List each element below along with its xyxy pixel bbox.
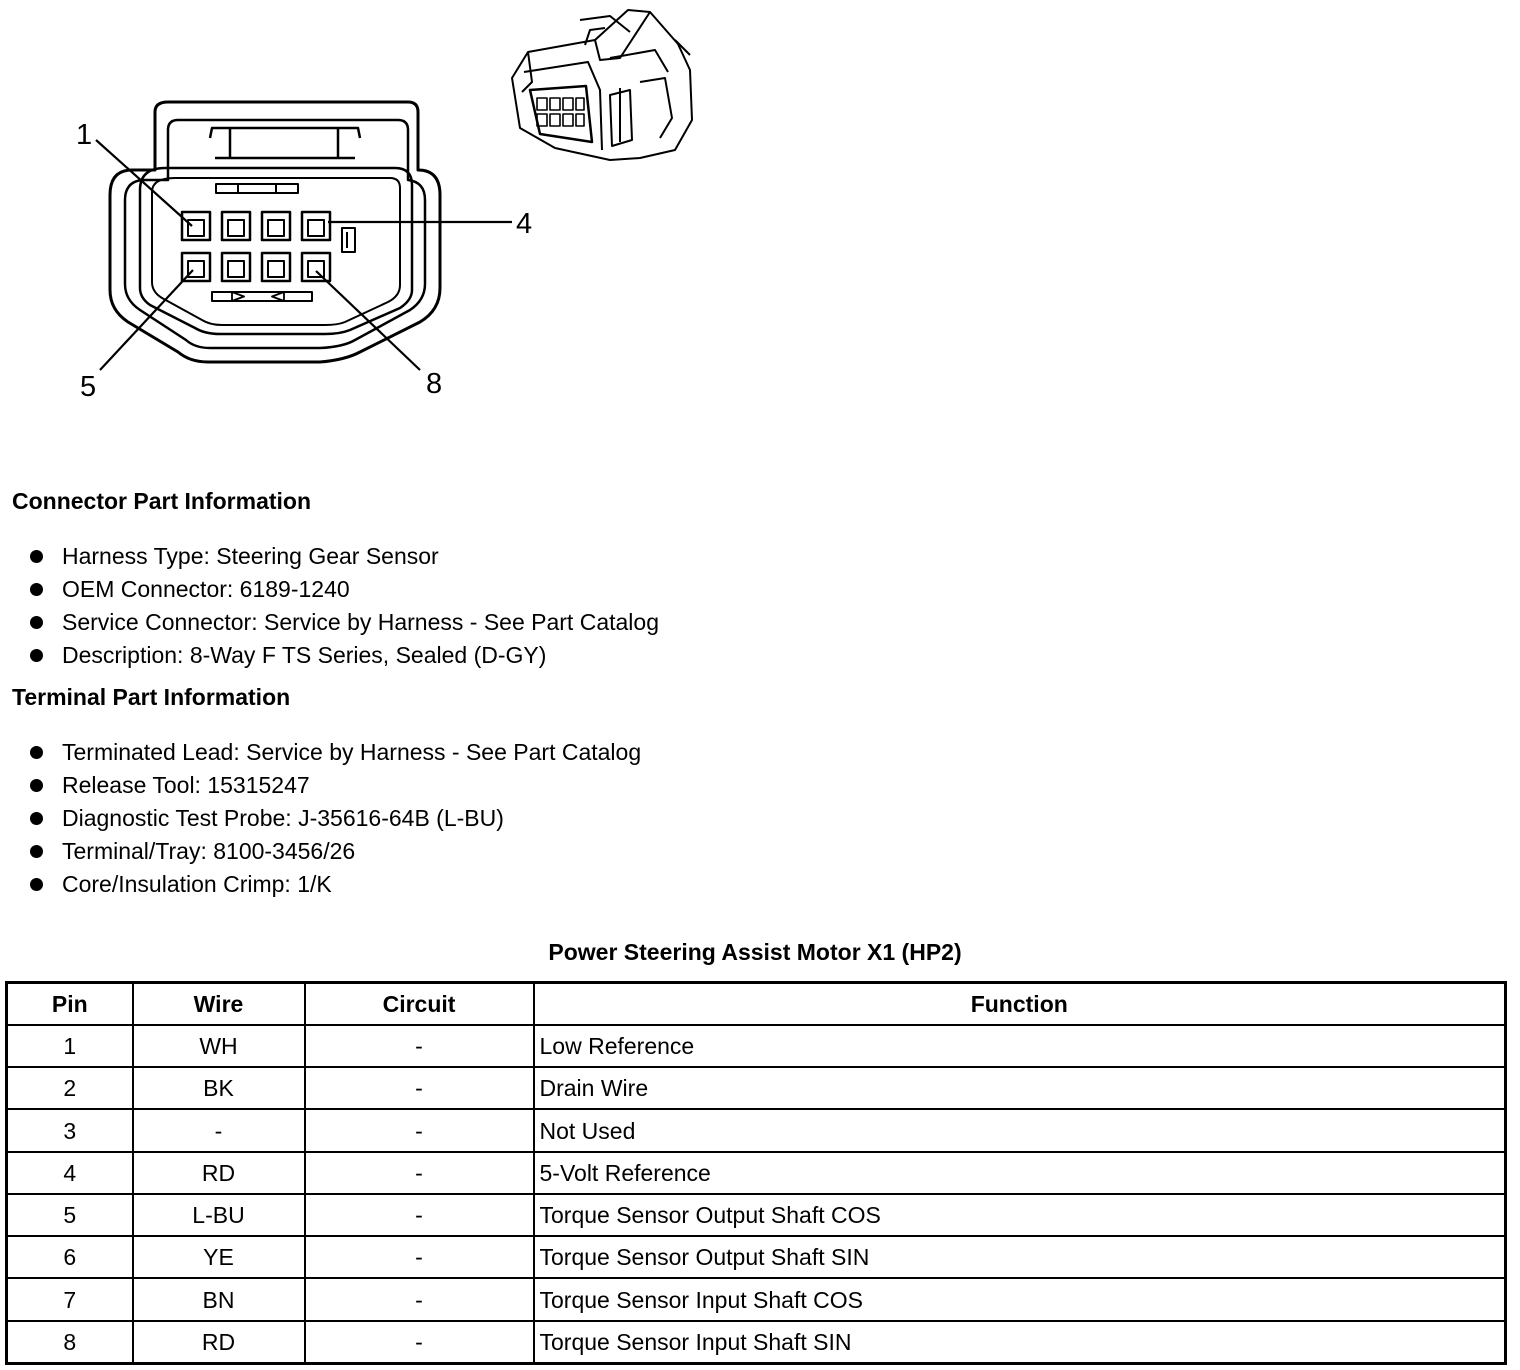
wire-cell: RD xyxy=(133,1152,305,1194)
connector-part-info-heading: Connector Part Information xyxy=(12,488,312,514)
terminal-part-info-heading: Terminal Part Information xyxy=(12,684,291,710)
pin-cell: 5 xyxy=(7,1194,133,1236)
function-cell: Not Used xyxy=(534,1109,1506,1151)
column-header-pin: Pin xyxy=(7,983,133,1026)
function-cell: Torque Sensor Input Shaft SIN xyxy=(534,1321,1506,1364)
table-row xyxy=(7,1067,1506,1109)
connector-face xyxy=(152,178,400,325)
list-item-text: Core/Insulation Crimp: 1/K xyxy=(62,871,332,897)
bullet-icon xyxy=(30,878,43,891)
circuit-cell: - xyxy=(305,1236,534,1278)
table-header-row xyxy=(7,983,1506,1026)
wire-cell: - xyxy=(133,1109,305,1151)
table-row xyxy=(7,1278,1506,1320)
column-header-circuit: Circuit xyxy=(305,983,534,1026)
bullet-icon xyxy=(30,845,43,858)
function-cell: Low Reference xyxy=(534,1025,1506,1067)
table-row xyxy=(7,1236,1506,1278)
connector-part-info-list xyxy=(0,540,659,672)
function-cell: Torque Sensor Output Shaft SIN xyxy=(534,1236,1506,1278)
list-item-text: Release Tool: 15315247 xyxy=(62,772,310,798)
function-cell: 5-Volt Reference xyxy=(534,1152,1506,1194)
list-item xyxy=(0,736,641,769)
list-item xyxy=(0,573,659,606)
list-item-text: Terminated Lead: Service by Harness - See Part Catalog xyxy=(62,739,642,765)
list-item-text: Diagnostic Test Probe: J-35616-64B (L-BU) xyxy=(62,805,504,831)
bullet-icon xyxy=(30,616,43,629)
function-cell: Drain Wire xyxy=(534,1067,1506,1109)
pin-cavity-6 xyxy=(222,253,250,281)
table-row xyxy=(7,1109,1506,1151)
leader-line-pin-8 xyxy=(316,271,420,370)
pin-label-1: 1 xyxy=(76,119,93,151)
function-cell: Torque Sensor Input Shaft COS xyxy=(534,1278,1506,1320)
list-item-text: Terminal/Tray: 8100-3456/26 xyxy=(62,838,356,864)
list-item-text: OEM Connector: 6189-1240 xyxy=(62,576,350,602)
pin-cavity-4 xyxy=(302,212,330,240)
circuit-cell: - xyxy=(305,1109,534,1151)
bullet-icon xyxy=(30,550,43,563)
pin-cavity-3 xyxy=(262,212,290,240)
list-item xyxy=(0,835,641,868)
table-row xyxy=(7,1025,1506,1067)
table-title: Power Steering Assist Motor X1 (HP2) xyxy=(548,939,962,965)
table-row xyxy=(7,1152,1506,1194)
pin-cell: 8 xyxy=(7,1321,133,1364)
wire-cell: WH xyxy=(133,1025,305,1067)
table-row xyxy=(7,1321,1506,1364)
pin-label-4: 4 xyxy=(516,208,533,240)
connector-diagram xyxy=(0,0,720,420)
list-item xyxy=(0,802,641,835)
list-item xyxy=(0,868,641,901)
bullet-icon xyxy=(30,779,43,792)
list-item-text: Description: 8-Way F TS Series, Sealed (D-GY) xyxy=(62,642,547,668)
column-header-wire: Wire xyxy=(133,983,305,1026)
pinout-table xyxy=(5,981,1507,1365)
list-item xyxy=(0,639,659,672)
pin-cavity-7 xyxy=(262,253,290,281)
pin-cell: 1 xyxy=(7,1025,133,1067)
list-item xyxy=(0,606,659,639)
bullet-icon xyxy=(30,746,43,759)
pin-cell: 3 xyxy=(7,1109,133,1151)
list-item xyxy=(0,769,641,802)
pin-cavity-1 xyxy=(182,212,210,240)
connector-latch xyxy=(210,128,360,158)
pin-label-5: 5 xyxy=(80,371,97,403)
pin-cell: 7 xyxy=(7,1278,133,1320)
connector-inner-shell xyxy=(125,120,425,348)
pin-cell: 2 xyxy=(7,1067,133,1109)
list-item-text: Harness Type: Steering Gear Sensor xyxy=(62,543,439,569)
circuit-cell: - xyxy=(305,1278,534,1320)
list-item xyxy=(0,540,659,573)
table-row xyxy=(7,1194,1506,1236)
function-cell: Torque Sensor Output Shaft COS xyxy=(534,1194,1506,1236)
side-lock xyxy=(342,228,355,252)
pin-label-8: 8 xyxy=(426,368,443,400)
bottom-key-slot xyxy=(212,292,312,301)
wire-cell: BN xyxy=(133,1278,305,1320)
terminal-part-info-list xyxy=(0,736,641,901)
wire-cell: L-BU xyxy=(133,1194,305,1236)
circuit-cell: - xyxy=(305,1152,534,1194)
bullet-icon xyxy=(30,649,43,662)
top-key-slot xyxy=(216,184,298,193)
connector-3d-view xyxy=(512,10,692,160)
bullet-icon xyxy=(30,583,43,596)
pin-cavity-2 xyxy=(222,212,250,240)
circuit-cell: - xyxy=(305,1025,534,1067)
circuit-cell: - xyxy=(305,1321,534,1364)
pin-cell: 6 xyxy=(7,1236,133,1278)
wire-cell: RD xyxy=(133,1321,305,1364)
pin-cavity-8 xyxy=(302,253,330,281)
list-item-text: Service Connector: Service by Harness - See Part Catalog xyxy=(62,609,659,635)
circuit-cell: - xyxy=(305,1194,534,1236)
pin-cell: 4 xyxy=(7,1152,133,1194)
bullet-icon xyxy=(30,812,43,825)
column-header-function: Function xyxy=(534,983,1506,1026)
wire-cell: BK xyxy=(133,1067,305,1109)
wire-cell: YE xyxy=(133,1236,305,1278)
circuit-cell: - xyxy=(305,1067,534,1109)
